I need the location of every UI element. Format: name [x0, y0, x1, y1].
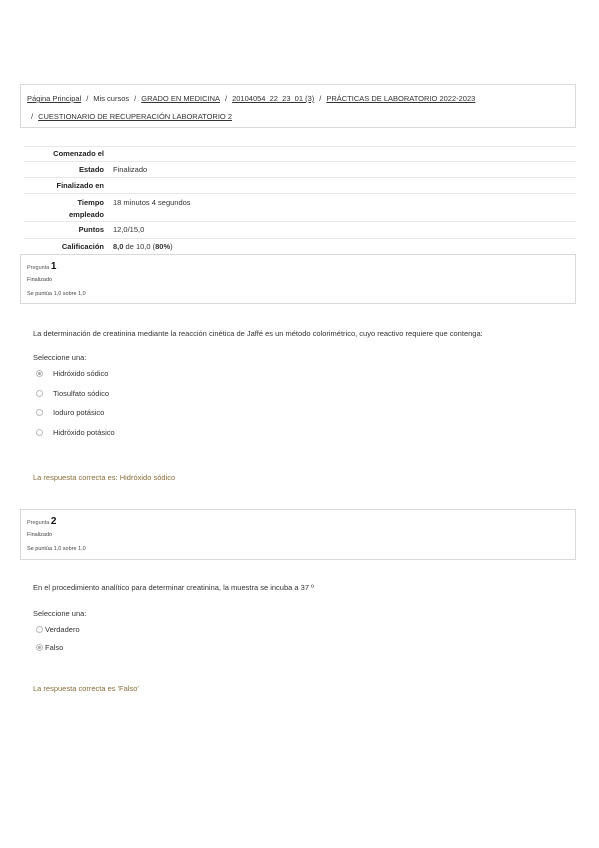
question-2-info: [20, 509, 576, 560]
breadcrumb-line-1: [27, 94, 475, 103]
option-label: Hidróxido sódico: [53, 369, 109, 378]
grade-value: 8,0: [113, 242, 124, 251]
option-label: Hidróxido potásico: [53, 428, 115, 437]
question-grade: Se puntúa 1,0 sobre 1,0: [27, 291, 86, 297]
summary-label-line-2: empleado: [68, 210, 104, 219]
grade-percent: 80%: [155, 242, 171, 251]
question-number-value: 2: [50, 516, 57, 527]
summary-label: Calificación: [61, 242, 104, 251]
option-label: Tiosulfato sódico: [53, 389, 110, 398]
option-label: Verdadero: [45, 625, 80, 634]
question-2-text: En el procedimiento analítico para determinar creatinina, la muestra se incuba a 37 º: [33, 583, 314, 592]
question-1-option[interactable]: [36, 408, 104, 417]
question-2-prompt: Seleccione una:: [33, 609, 87, 618]
breadcrumb-my-courses: Mis cursos: [93, 94, 130, 103]
question-2-option[interactable]: [36, 643, 63, 652]
question-1-text: La determinación de creatinina mediante la reacción cinética de Jaffé es un método colorimétrico, cuyo reactivo requiere que contenga:: [33, 329, 483, 338]
radio-checked-icon[interactable]: [36, 370, 43, 377]
grade-close: ): [170, 242, 173, 251]
question-1-option[interactable]: [36, 389, 109, 398]
breadcrumb-lab-practices-link[interactable]: PRÁCTICAS DE LABORATORIO 2022-2023: [326, 94, 476, 103]
breadcrumb-degree-link[interactable]: GRADO EN MEDICINA: [141, 94, 220, 103]
summary-value: 12,0/15,0: [113, 225, 145, 234]
radio-icon[interactable]: [36, 390, 43, 397]
question-number: [27, 261, 56, 272]
question-1-info: [20, 254, 576, 304]
breadcrumb-separator: /: [86, 94, 89, 103]
breadcrumb-line-2: [27, 112, 232, 121]
option-label: Ioduro potásico: [53, 408, 105, 417]
breadcrumb-separator: /: [225, 94, 228, 103]
radio-icon[interactable]: [36, 626, 43, 633]
question-prefix: Pregunta: [27, 520, 50, 526]
question-prefix: Pregunta: [27, 265, 50, 271]
breadcrumb-separator: /: [319, 94, 322, 103]
summary-label: Estado: [78, 165, 104, 174]
summary-label: Finalizado en: [56, 181, 104, 190]
summary-value: 18 minutos 4 segundos: [113, 198, 191, 207]
option-label: Falso: [45, 643, 64, 652]
summary-row-points: [24, 221, 576, 238]
question-number: [27, 516, 56, 527]
question-2-option[interactable]: [36, 625, 80, 634]
attempt-summary-table: [24, 146, 576, 256]
question-1-feedback: La respuesta correcta es: Hidróxido sódico: [33, 473, 176, 482]
grade-max: de 10,0 (: [123, 242, 156, 251]
radio-icon[interactable]: [36, 409, 43, 416]
breadcrumb-separator: /: [134, 94, 137, 103]
summary-label: Puntos: [78, 225, 104, 234]
question-1-option[interactable]: [36, 428, 115, 437]
summary-label: Tiempo: [77, 198, 104, 207]
question-1-prompt: Seleccione una:: [33, 353, 87, 362]
summary-row-time-taken: [24, 193, 576, 221]
breadcrumb-quiz-link[interactable]: CUESTIONARIO DE RECUPERACIÓN LABORATORIO 2: [38, 112, 233, 121]
summary-row-state: [24, 161, 576, 177]
question-state: Finalizado: [27, 277, 53, 283]
summary-label: Comenzado el: [53, 149, 104, 158]
question-1-option[interactable]: [36, 369, 108, 378]
question-grade: Se puntúa 1,0 sobre 1,0: [27, 546, 86, 552]
summary-value: Finalizado: [113, 165, 148, 174]
question-state: Finalizado: [27, 532, 53, 538]
summary-row-finished: [24, 177, 576, 193]
radio-icon[interactable]: [36, 429, 43, 436]
radio-checked-icon[interactable]: [36, 644, 43, 651]
summary-value: [113, 241, 173, 253]
breadcrumb-home-link[interactable]: Página Principal: [27, 94, 82, 103]
question-2-feedback: La respuesta correcta es 'Falso': [33, 684, 139, 693]
breadcrumb-course-code-link[interactable]: 20104054_22_23_01 (3): [232, 94, 315, 103]
summary-row-started: [24, 146, 576, 161]
breadcrumb-separator: /: [31, 112, 34, 121]
breadcrumb: [20, 84, 576, 128]
question-number-value: 1: [50, 261, 57, 272]
